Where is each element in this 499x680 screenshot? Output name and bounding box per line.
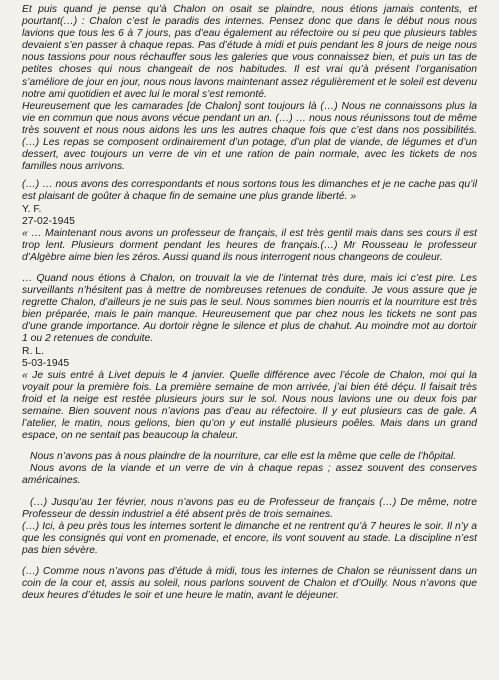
paragraph: (…) Jusqu’au 1er février, nous n’avons pas eu de Professeur de français (…) De même, notre Professeur de dessin industriel a été absent près de trois semaines. [22, 496, 477, 520]
paragraph: « Je suis entré à Livet depuis le 4 janvier. Quelle différence avec l’école de Chalon, moi qui la voyait pour la première fois. La première semaine de mon arrivée, j’ai bien été déçu. Il faisait très froid et la neige est restée plusieurs jours sur le sol. Nous nous lavions une ou deux fois par semaine. Bien souvent nous n’avions pas d’eau au réfectoire. Il y eut plusieurs cas de gale. A l’atelier, le matin, nous gelions, bien qu’on y eut installé plusieurs poêles. Mais dans un grand espace, on ne sentait pas beaucoup la chaleur. [22, 369, 477, 442]
paragraph: Heureusement que les camarades [de Chalon] sont toujours là (…) Nous ne connaissons plus la vie en commun que nous avons vécue pendant un an. (…) … nous nous réunissons tout de même très souvent et nous nous aidons les uns les autres chaque fois que c’est dans nos possibilités. (…) Les repas se composent ordinairement d’un potage, d’un plat de viande, de légumes et d’un dessert, avec toujours un verre de vin et une ration de pain normale, avec les tickets de nos familles nous arrivons. [22, 100, 477, 173]
paragraph: (…) Ici, à peu près tous les internes sortent le dimanche et ne rentrent qu’à 7 heures le soir. Il n’y a que les consignés qui vont en promenade, et encore, ils vont souvent au stade. La discipline n’est pas bien sévère. [22, 520, 477, 556]
signature-initials: Y. F. [22, 203, 42, 215]
letter-date: 27-02-1945 [22, 215, 75, 227]
paragraph: Et puis quand je pense qu’à Chalon on osait se plaindre, nous étions jamais contents, et pourtant(…) : Chalon c’est le paradis des internes. Pensez donc que dans le début nous nous lavions que tous les 6 à 7 jours, pas d’eau également au réfectoire ou si peu que plusieurs tables devaient s’en passer à chaque repas. Pas d’étude à midi et puis pendant les 8 jours de neige nous nous tassions pour nous réchauffer sous les galeries que vous connaissez bien, et puis un tas de petites choses qui nous changeait de nos habitudes. Il est vrai qu’à présent l’organisation s’améliore de jour en jour, nous nous lavons maintenant assez régulièrement et le soleil est devenu notre ami quotidien et avec lui le moral s’est remonté. [22, 4, 477, 100]
paragraph: (…) Comme nous n’avons pas d’étude à midi, tous les internes de Chalon se réunissent dans un coin de la cour et, assis au soleil, nous parlons souvent de Chalon et d’Ouilly. Nous n’avons que deux heures d’études le soir et une heure le matin, avant le déjeuner. [22, 566, 477, 602]
paragraph: « … Maintenant nous avons un professeur de français, il est très gentil mais dans ses cours il est trop lent. Plusieurs dorment pendant les heures de français.(…) Mr Rousseau le professeur d’Algèbre aime bien les zéros. Aussi quand ils nous interrogent nous changeons de couleur. [22, 227, 477, 263]
paragraph: Nous n’avons pas à nous plaindre de la nourriture, car elle est la même que celle de l’hôpital. [30, 451, 457, 463]
paragraph: … Quand nous étions à Chalon, on trouvait la vie de l’internat très dure, mais ici c’est pire. Les surveillants n’hésitent pas à mettre de nombreuses retenues de conduite. Je vous assure que je regrette Chalon, d’ailleurs je ne suis pas le seul. Nous sommes bien nourris et la nourriture est très bien préparée, mais le pain manque. Heureusement que par chez nous les tickets ne sont pas d’une grande importance. Au dortoir règne le silence et plus de chahut. Au moindre mot au dortoir 1 ou 2 retenues de conduite. [22, 272, 477, 345]
paragraph: Nous avons de la viande et un verre de vin à chaque repas ; assez souvent des conserves américaines. [22, 463, 477, 487]
paragraph: (…) … nous avons des correspondants et nous sortons tous les dimanches et je ne cache pas qu’il est plaisant de goûter à chaque fin de semaine une plus grande liberté. » [22, 179, 477, 203]
signature-initials: R. L. [22, 345, 44, 357]
letter-date: 5-03-1945 [22, 357, 70, 369]
